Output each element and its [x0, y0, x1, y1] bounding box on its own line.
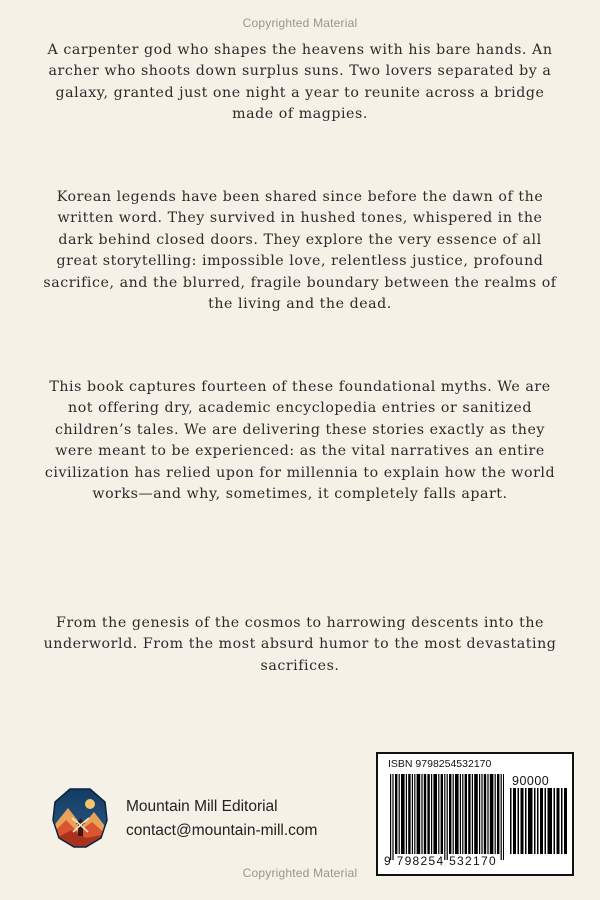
blurb-paragraph-4: From the genesis of the cosmos to harrowing descents into the underworld. From the most absurd humor to the most devastating sacrifices. — [43, 615, 557, 674]
blurb-paragraph-3: This book captures fourteen of these foundational myths. We are not offering dry, academic encyclopedia entries or sanitized children’s tales. We are delivering these stories exactly as they were meant to be experienced: as the vital narratives an entire civilization has relied upon for millennia to explain how the world works—and why, sometimes, it completely falls apart. — [44, 379, 556, 503]
isbn-digits: 9 798254 532170 — [384, 854, 497, 868]
isbn-barcode — [376, 752, 574, 876]
copyright-watermark-top: Copyrighted Material — [242, 16, 358, 30]
barcode-bars-addon — [510, 788, 568, 854]
publisher-contact-email: contact@mountain-mill.com — [126, 822, 318, 839]
price-code: 90000 — [512, 774, 550, 788]
publisher-info — [126, 795, 317, 843]
blurb-paragraph-2: Korean legends have been shared since before the dawn of the written word. They survived in hushed tones, whispered in the dark behind closed doors. They explore the very essence of all great storytelling: impossible love, relentless justice, profound sacrifice, and the blurred, fragile boundary between the realms of the living and the dead. — [43, 189, 557, 313]
blurb-paragraph-1: A carpenter god who shapes the heavens with his bare hands. An archer who shoots down surplus suns. Two lovers separated by a galaxy, granted just one night a year to reunite across a bridge made of magpies. — [47, 42, 553, 123]
publisher-name: Mountain Mill Editorial — [126, 798, 278, 815]
barcode-bars-main — [390, 774, 504, 860]
copyright-watermark-bottom: Copyrighted Material — [242, 866, 358, 880]
isbn-label: ISBN 9798254532170 — [388, 758, 492, 770]
mountain-mill-logo-icon — [52, 788, 108, 848]
